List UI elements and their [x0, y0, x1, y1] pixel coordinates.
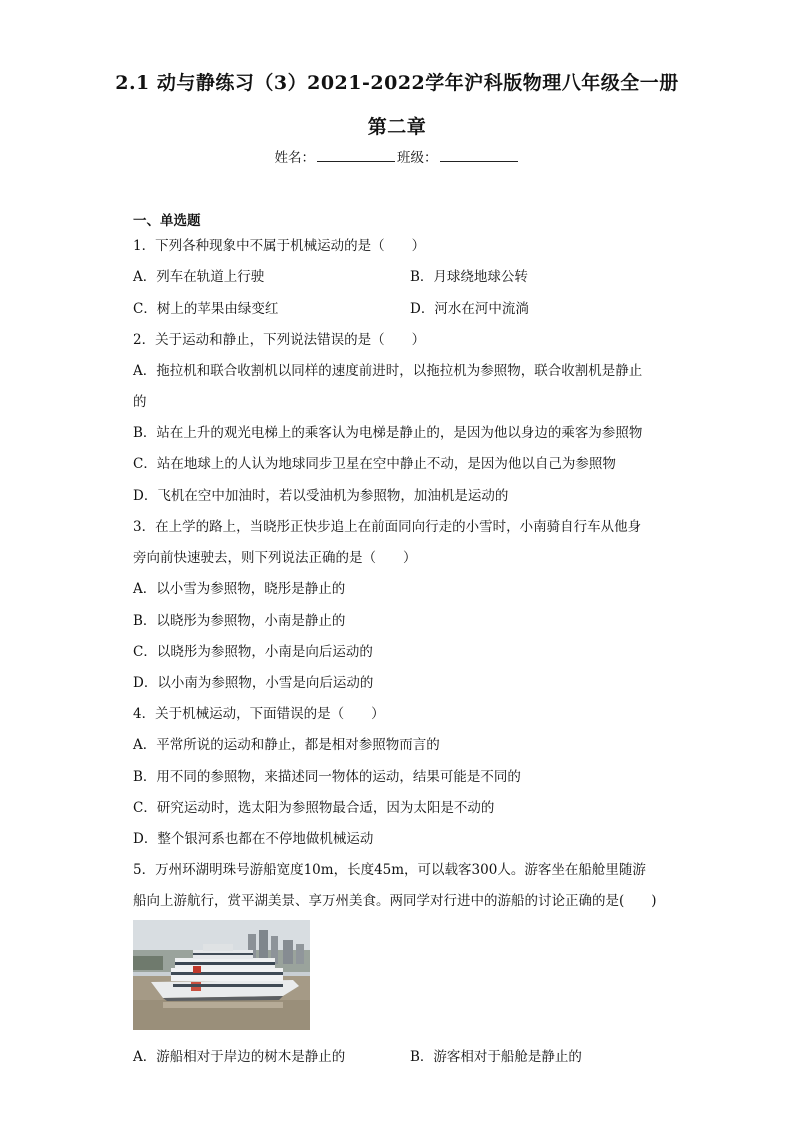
- q4-option-c: C．研究运动时，选太阳为参照物最合适，因为太阳是不动的: [133, 800, 495, 816]
- q1-option-b: B．月球绕地球公转: [410, 269, 528, 285]
- q2-stem: 2．关于运动和静止，下列说法错误的是（ ）: [133, 332, 426, 348]
- q5-stem-cont: 船向上游航行，赏平湖美景、享万州美食。两同学对行进中的游船的讨论正确的是( ): [133, 893, 657, 909]
- q1-option-a: A．列车在轨道上行驶: [133, 269, 265, 285]
- q2-option-a-cont: 的: [133, 394, 147, 410]
- q1-option-c: C．树上的苹果由绿变红: [133, 301, 279, 317]
- name-blank[interactable]: [317, 149, 395, 162]
- q3-option-a: A．以小雪为参照物，晓彤是静止的: [133, 581, 346, 597]
- q4-stem: 4．关于机械运动，下面错误的是（ ）: [133, 706, 385, 722]
- q2-option-d: D．飞机在空中加油时，若以受油机为参照物，加油机是运动的: [133, 488, 509, 504]
- q3-option-d: D．以小南为参照物，小雪是向后运动的: [133, 675, 374, 691]
- q1-option-d: D．河水在河中流淌: [410, 301, 529, 317]
- q3-stem: 3．在上学的路上，当晓彤正快步追上在前面同向行走的小雪时，小南骑自行车从他身: [133, 519, 642, 535]
- q1-stem: 1．下列各种现象中不属于机械运动的是（ ）: [133, 238, 426, 254]
- q3-stem-cont: 旁向前快速驶去，则下列说法正确的是（ ）: [133, 550, 417, 566]
- q5-option-a: A．游船相对于岸边的树木是静止的: [133, 1049, 346, 1065]
- q3-option-b: B．以晓彤为参照物，小南是静止的: [133, 613, 346, 629]
- q3-option-c: C．以晓彤为参照物，小南是向后运动的: [133, 644, 373, 660]
- q4-option-b: B．用不同的参照物，来描述同一物体的运动，结果可能是不同的: [133, 769, 521, 785]
- section-heading: 一、单选题: [133, 213, 201, 229]
- class-label: 班级：: [397, 150, 438, 166]
- chapter-title: 第二章: [367, 116, 427, 138]
- q4-option-a: A．平常所说的运动和静止，都是相对参照物而言的: [133, 737, 440, 753]
- worksheet-title: 2.1 动与静练习（3）2021-2022学年沪科版物理八年级全一册: [115, 72, 679, 94]
- class-blank[interactable]: [440, 149, 518, 162]
- q4-option-d: D．整个银河系也都在不停地做机械运动: [133, 831, 374, 847]
- q2-option-a: A．拖拉机和联合收割机以同样的速度前进时，以拖拉机为参照物，联合收割机是静止: [133, 363, 643, 379]
- q5-stem: 5．万州环湖明珠号游船宽度10m，长度45m，可以载客300人。游客坐在船舱里随游: [133, 862, 646, 878]
- name-label: 姓名：: [274, 150, 315, 166]
- q2-option-b: B．站在上升的观光电梯上的乘客认为电梯是静止的，是因为他以身边的乘客为参照物: [133, 425, 643, 441]
- q5-option-b: B．游客相对于船舱是静止的: [410, 1049, 582, 1065]
- student-info: [0, 146, 794, 166]
- cruise-ship-photo: [133, 920, 310, 1030]
- q2-option-c: C．站在地球上的人认为地球同步卫星在空中静止不动，是因为他以自己为参照物: [133, 456, 616, 472]
- ship-illustration: [133, 920, 310, 1030]
